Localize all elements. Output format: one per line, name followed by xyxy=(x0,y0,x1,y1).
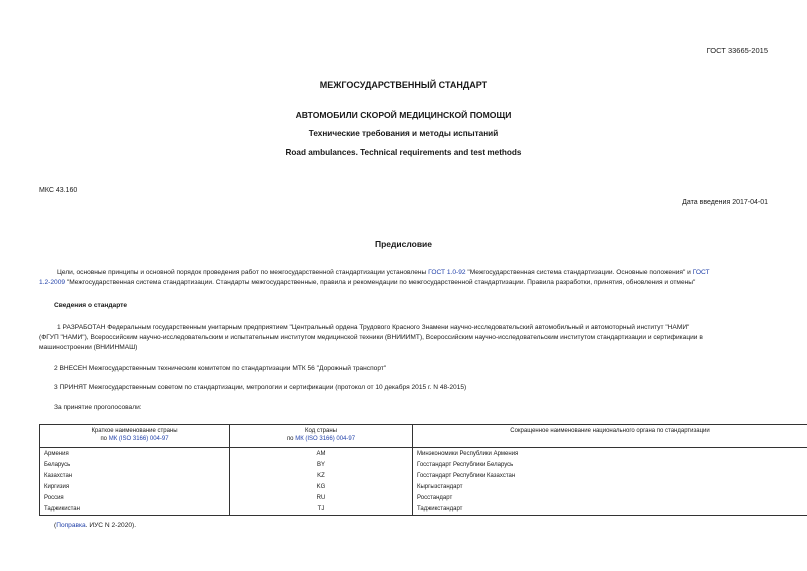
goals-line-1 xyxy=(39,268,807,278)
table-row xyxy=(40,504,807,516)
developed-line-2: (ФГУП "НАМИ"), Всероссийским научно-исследовательским и испытательным институтом медицинской техники (ВНИИИМТ), Всероссийским научно-исследовательским институтом стандартизации и сертификации в xyxy=(39,334,703,341)
goals-text-a: Цели, основные принципы и основной порядок проведения работ по межгосударственной стандартизации установлены xyxy=(57,269,429,276)
mk-iso-3166-link[interactable]: МК (ISO 3166) 004-97 xyxy=(108,436,169,442)
code-cell: KZ xyxy=(230,471,413,482)
gost-1-0-92-link[interactable]: ГОСТ 1.0-92 xyxy=(428,269,466,276)
developed-line-3: машиностроении (ВНИИНМАШ) xyxy=(39,344,138,351)
code-cell: BY xyxy=(230,460,413,471)
standard-info-heading: Сведения о стандарте xyxy=(54,302,128,309)
document-subtitle: Технические требования и методы испытаний xyxy=(308,129,499,138)
body-cell: Росстандарт xyxy=(413,493,807,504)
table-row xyxy=(40,493,807,504)
document-title: АВТОМОБИЛИ СКОРОЙ МЕДИЦИНСКОЙ ПОМОЩИ xyxy=(295,110,512,120)
amendment-note xyxy=(54,521,136,531)
country-cell: Казахстан xyxy=(40,471,230,482)
code-cell: TJ xyxy=(230,504,413,516)
header-country-po: по xyxy=(100,436,109,442)
table-row xyxy=(40,482,807,493)
table-row xyxy=(40,471,807,482)
country-cell: Россия xyxy=(40,493,230,504)
header-national-body: Сокращенное наименование национального органа по стандартизации xyxy=(413,425,807,448)
gost-number: ГОСТ 33665-2015 xyxy=(706,46,768,55)
mk-iso-3166-link-2[interactable]: МК (ISO 3166) 004-97 xyxy=(295,436,356,442)
code-cell: KG xyxy=(230,482,413,493)
adopted-by-paragraph: 3 ПРИНЯТ Межгосударственным советом по стандартизации, метрологии и сертификации (протокол от 10 декабря 2015 г. N 48-2015) xyxy=(54,384,467,391)
body-cell: Госстандарт Республики Беларусь xyxy=(413,460,807,471)
mks-code: МКС 43.160 xyxy=(39,187,78,194)
header-code-po: по xyxy=(286,436,296,442)
body-cell: Минэкономики Республики Армения xyxy=(413,448,807,461)
voting-countries-table xyxy=(39,424,807,516)
country-cell: Беларусь xyxy=(40,460,230,471)
document-title-english: Road ambulances. Technical requirements and test methods xyxy=(285,148,522,157)
country-cell: Киргизия xyxy=(40,482,230,493)
country-cell: Армения xyxy=(40,448,230,461)
table-row xyxy=(40,448,807,461)
goals-line-2 xyxy=(39,278,807,288)
header-country-name xyxy=(40,425,230,448)
body-cell: Таджикстандарт xyxy=(413,504,807,516)
amendment-link[interactable]: Поправка xyxy=(56,522,86,529)
header-country-name-line2 xyxy=(44,435,225,443)
developed-line-1: 1 РАЗРАБОТАН Федеральным государственным унитарным предприятием "Центральный ордена Трудового Красного Знамени научно-исследовательский автомобильный и автомоторный институт "НАМИ" xyxy=(57,324,690,331)
table-row xyxy=(40,460,807,471)
amendment-open-paren: ( xyxy=(54,522,57,529)
header-country-name-line1: Краткое наименование страны xyxy=(91,428,178,434)
goals-text-c: "Межгосударственная система стандартизации. Стандарты межгосударственные, правила и рекомендации по межгосударственной стандартизации. Правила разработки, принятия, обновления и отмены" xyxy=(65,279,696,286)
country-cell: Таджикистан xyxy=(40,504,230,516)
code-cell: RU xyxy=(230,493,413,504)
preface-goals-paragraph xyxy=(39,268,807,288)
header-country-code xyxy=(230,425,413,448)
developed-by-paragraph xyxy=(39,323,807,353)
gost-1-2-2009-link-part1[interactable]: ГОСТ xyxy=(692,269,710,276)
voted-for-label: За принятие проголосовали: xyxy=(54,404,142,411)
preface-heading: Предисловие xyxy=(374,239,433,249)
body-cell: Кыргызстандарт xyxy=(413,482,807,493)
body-cell: Госстандарт Республики Казахстан xyxy=(413,471,807,482)
standard-type-heading: МЕЖГОСУДАРСТВЕННЫЙ СТАНДАРТ xyxy=(319,80,488,90)
amendment-rest: . ИУС N 2-2020). xyxy=(85,522,137,529)
code-cell: AM xyxy=(230,448,413,461)
table-header-row xyxy=(40,425,807,448)
introduced-by-paragraph: 2 ВНЕСЕН Межгосударственным техническим комитетом по стандартизации МТК 56 "Дорожный транспорт" xyxy=(54,365,387,372)
header-country-code-line1: Код страны xyxy=(305,428,337,434)
intro-date: Дата введения 2017-04-01 xyxy=(682,199,768,206)
header-country-code-line2 xyxy=(234,435,408,443)
goals-text-b: "Межгосударственная система стандартизации. Основные положения" и xyxy=(465,269,693,276)
gost-1-2-2009-link-part2[interactable]: 1.2-2009 xyxy=(39,279,66,286)
